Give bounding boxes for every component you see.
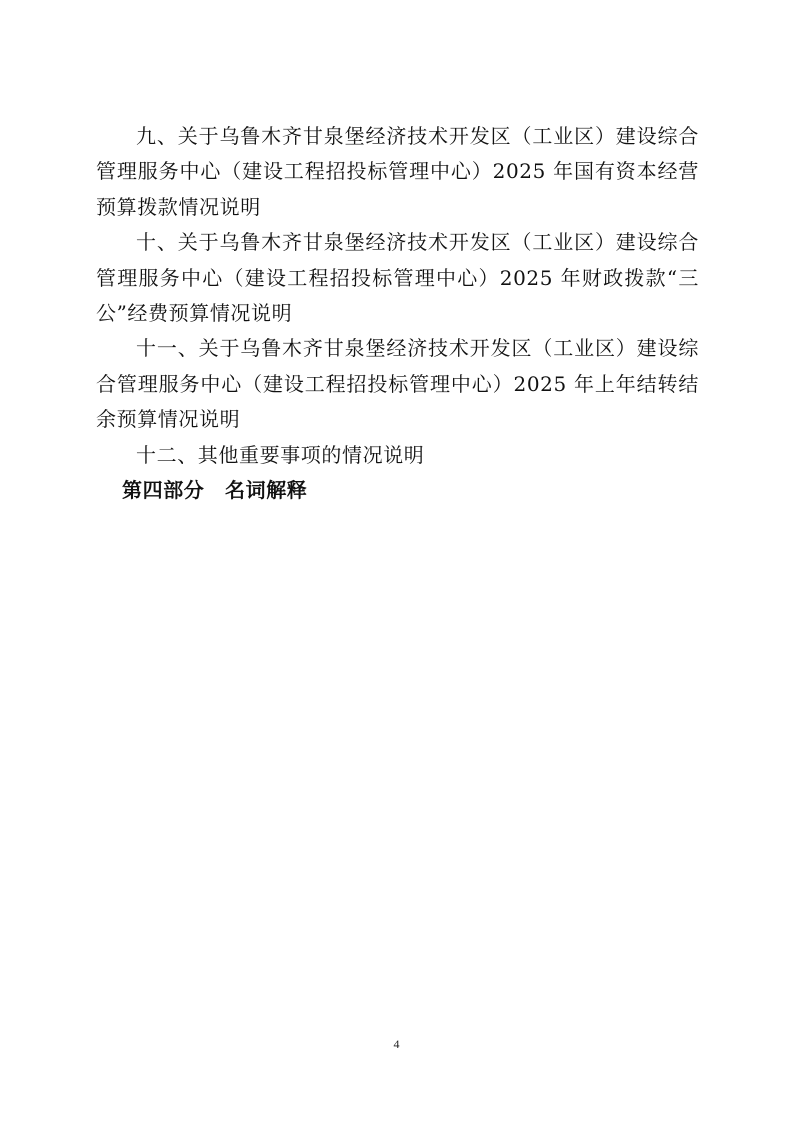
toc-item-9: 九、关于乌鲁木齐甘泉堡经济技术开发区（工业区）建设综合管理服务中心（建设工程招投标管理中心）2025 年国有资本经营预算拨款情况说明 [96, 124, 699, 219]
toc-item-10: 十、关于乌鲁木齐甘泉堡经济技术开发区（工业区）建设综合管理服务中心（建设工程招投标管理中心）2025 年财政拨款“三公”经费预算情况说明 [96, 230, 699, 326]
toc-item-12: 十二、其他重要事项的情况说明 [136, 442, 425, 467]
page-number: 4 [393, 1037, 400, 1051]
table-of-contents [96, 119, 699, 508]
section-heading-part-4: 第四部分 名词解释 [122, 478, 308, 503]
toc-item-11: 十一、关于乌鲁木齐甘泉堡经济技术开发区（工业区）建设综合管理服务中心（建设工程招投标管理中心）2025 年上年结转结余预算情况说明 [96, 336, 699, 432]
